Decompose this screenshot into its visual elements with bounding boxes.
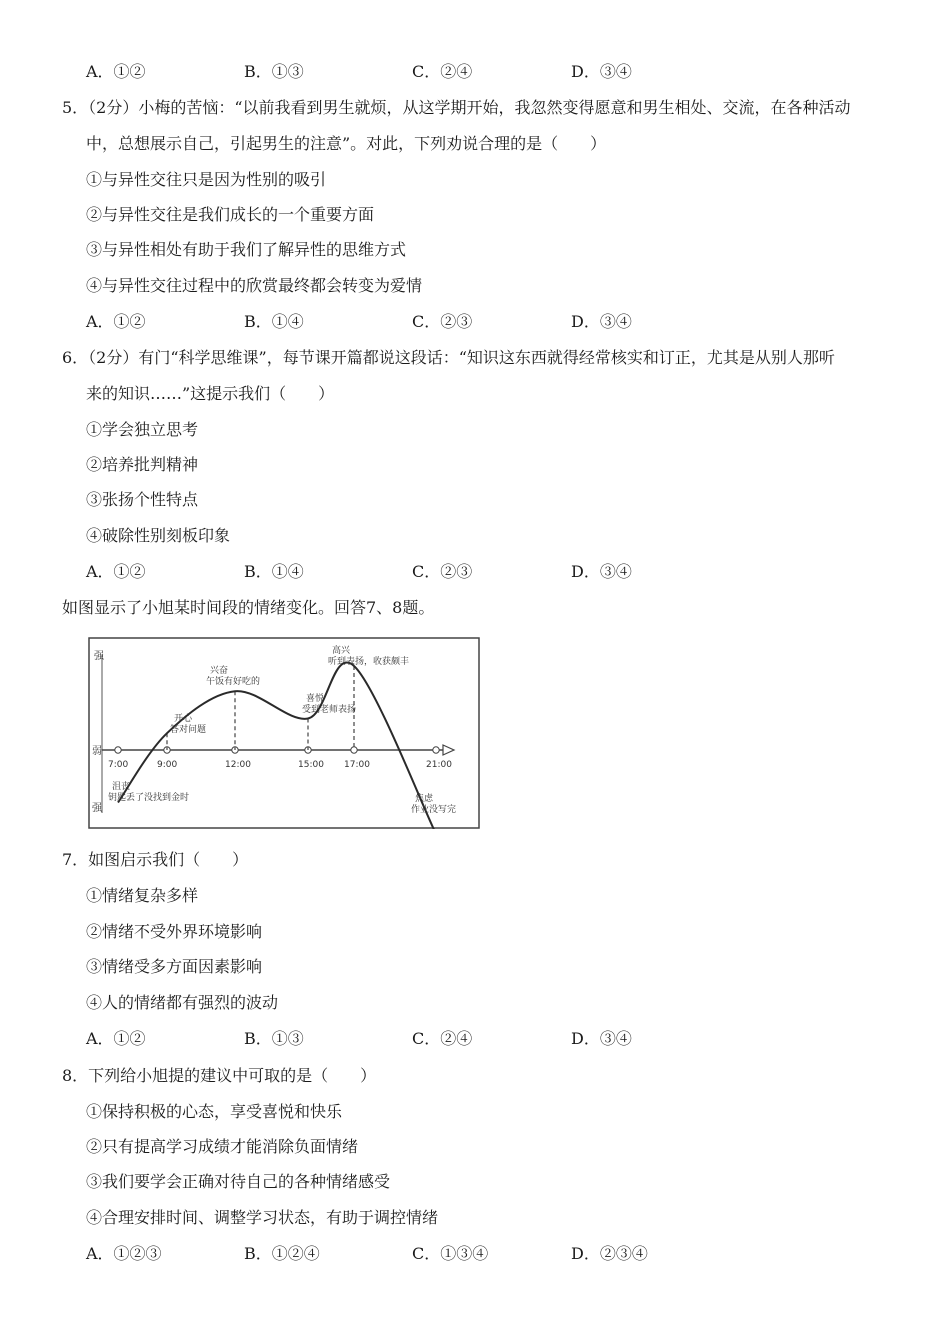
emotion-chart xyxy=(88,637,480,829)
q6-item-2: ②培养批判精神 xyxy=(86,455,199,474)
q7-option-a[interactable]: A．①② xyxy=(86,1029,146,1048)
y-top-label: 强 xyxy=(94,651,104,662)
q5-item-3: ③与异性相处有助于我们了解异性的思维方式 xyxy=(86,240,407,259)
q6-item-4: ④破除性别刻板印象 xyxy=(86,526,231,545)
annotation-line: 开心 xyxy=(174,714,193,724)
q5-option-b[interactable]: B．①④ xyxy=(244,312,304,331)
y-bottom-label: 强 xyxy=(92,803,102,814)
q6-option-b[interactable]: B．①④ xyxy=(244,562,304,581)
q5-item-1: ①与异性交往只是因为性别的吸引 xyxy=(86,170,327,189)
q8-item-2: ②只有提高学习成绩才能消除负面情绪 xyxy=(86,1137,359,1156)
annotation-line: 钥匙丢了没找到金时 xyxy=(108,793,190,803)
q5-item-4: ④与异性交往过程中的欣赏最终都会转变为爱情 xyxy=(86,276,423,295)
q5-item-2: ②与异性交往是我们成长的一个重要方面 xyxy=(86,205,375,224)
q8-option-c[interactable]: C．①③④ xyxy=(412,1244,489,1263)
q8-item-1: ①保持积极的心态，享受喜悦和快乐 xyxy=(86,1102,343,1121)
x-tick-label: 7:00 xyxy=(108,760,129,770)
q6-stem-line1: 6．（2分）有门“科学思维课”，每节课开篇都说这段话：“知识这东西就得经常核实和订正，尤其是从别人那听 xyxy=(62,348,835,367)
q6-options xyxy=(86,562,886,582)
q7-item-4: ④人的情绪都有强烈的波动 xyxy=(86,993,279,1012)
q5-option-a[interactable]: A．①② xyxy=(86,312,146,331)
q6-option-c[interactable]: C．②③ xyxy=(412,562,473,581)
q5-option-c[interactable]: C．②③ xyxy=(412,312,473,331)
q6-stem-line2: 来的知识……”这提示我们（ ） xyxy=(86,384,335,403)
q8-item-3: ③我们要学会正确对待自己的各种情绪感受 xyxy=(86,1172,391,1191)
q5-stem-line2: 中，总想展示自己，引起男生的注意”。对此，下列劝说合理的是（ ） xyxy=(86,134,607,153)
annotation-line: 午饭有好吃的 xyxy=(206,677,261,687)
q4-option-a[interactable]: A．①② xyxy=(86,62,146,81)
x-tick-label: 21:00 xyxy=(426,760,452,770)
q4-options xyxy=(86,62,886,82)
y-mid-label: 弱 xyxy=(92,746,102,757)
q8-option-d[interactable]: D．②③④ xyxy=(571,1244,648,1263)
x-tick-label: 15:00 xyxy=(298,760,324,770)
q4-option-d[interactable]: D．③④ xyxy=(571,62,632,81)
annotation-line: 听到表扬，收获颇丰 xyxy=(328,657,410,667)
x-tick-marker xyxy=(115,747,121,753)
x-tick-label: 17:00 xyxy=(344,760,370,770)
q4-option-b[interactable]: B．①③ xyxy=(244,62,304,81)
q6-option-a[interactable]: A．①② xyxy=(86,562,146,581)
x-tick-label: 12:00 xyxy=(225,760,251,770)
annotation-line: 兴奋 xyxy=(210,666,229,676)
x-tick-marker xyxy=(433,747,439,753)
q5-options xyxy=(86,312,886,332)
q7-option-c[interactable]: C．②④ xyxy=(412,1029,473,1048)
figure-intro: 如图显示了小旭某时间段的情绪变化。回答7、8题。 xyxy=(62,598,435,617)
q8-option-b[interactable]: B．①②④ xyxy=(244,1244,320,1263)
q6-item-3: ③张扬个性特点 xyxy=(86,490,199,509)
annotation-line: 焦虑 xyxy=(415,794,434,804)
annotation-line: 沮丧 xyxy=(112,782,131,792)
q6-option-d[interactable]: D．③④ xyxy=(571,562,632,581)
q5-stem-line1: 5．（2分）小梅的苦恼：“以前我看到男生就烦，从这学期开始，我忽然变得愿意和男生相处、交流，在各种活动 xyxy=(62,98,851,117)
annotation-line: 喜悦 xyxy=(306,694,325,704)
q8-option-a[interactable]: A．①②③ xyxy=(86,1244,162,1263)
x-tick-label: 9:00 xyxy=(157,760,178,770)
q5-option-d[interactable]: D．③④ xyxy=(571,312,632,331)
q4-option-c[interactable]: C．②④ xyxy=(412,62,473,81)
q7-item-1: ①情绪复杂多样 xyxy=(86,886,199,905)
q7-item-3: ③情绪受多方面因素影响 xyxy=(86,957,263,976)
q7-option-b[interactable]: B．①③ xyxy=(244,1029,304,1048)
q8-stem: 8．下列给小旭提的建议中可取的是（ ） xyxy=(62,1066,377,1085)
q7-option-d[interactable]: D．③④ xyxy=(571,1029,632,1048)
q7-options xyxy=(86,1029,886,1049)
q7-item-2: ②情绪不受外界环境影响 xyxy=(86,922,263,941)
q8-options xyxy=(86,1244,886,1264)
annotation-line: 答对问题 xyxy=(170,725,207,735)
annotation-line: 高兴 xyxy=(332,646,351,656)
annotation-line: 受到老师表扬 xyxy=(302,705,357,715)
annotation-line: 作业没写完 xyxy=(411,805,457,815)
q8-item-4: ④合理安排时间、调整学习状态，有助于调控情绪 xyxy=(86,1208,439,1227)
q6-item-1: ①学会独立思考 xyxy=(86,420,199,439)
q7-stem: 7．如图启示我们（ ） xyxy=(62,850,249,869)
